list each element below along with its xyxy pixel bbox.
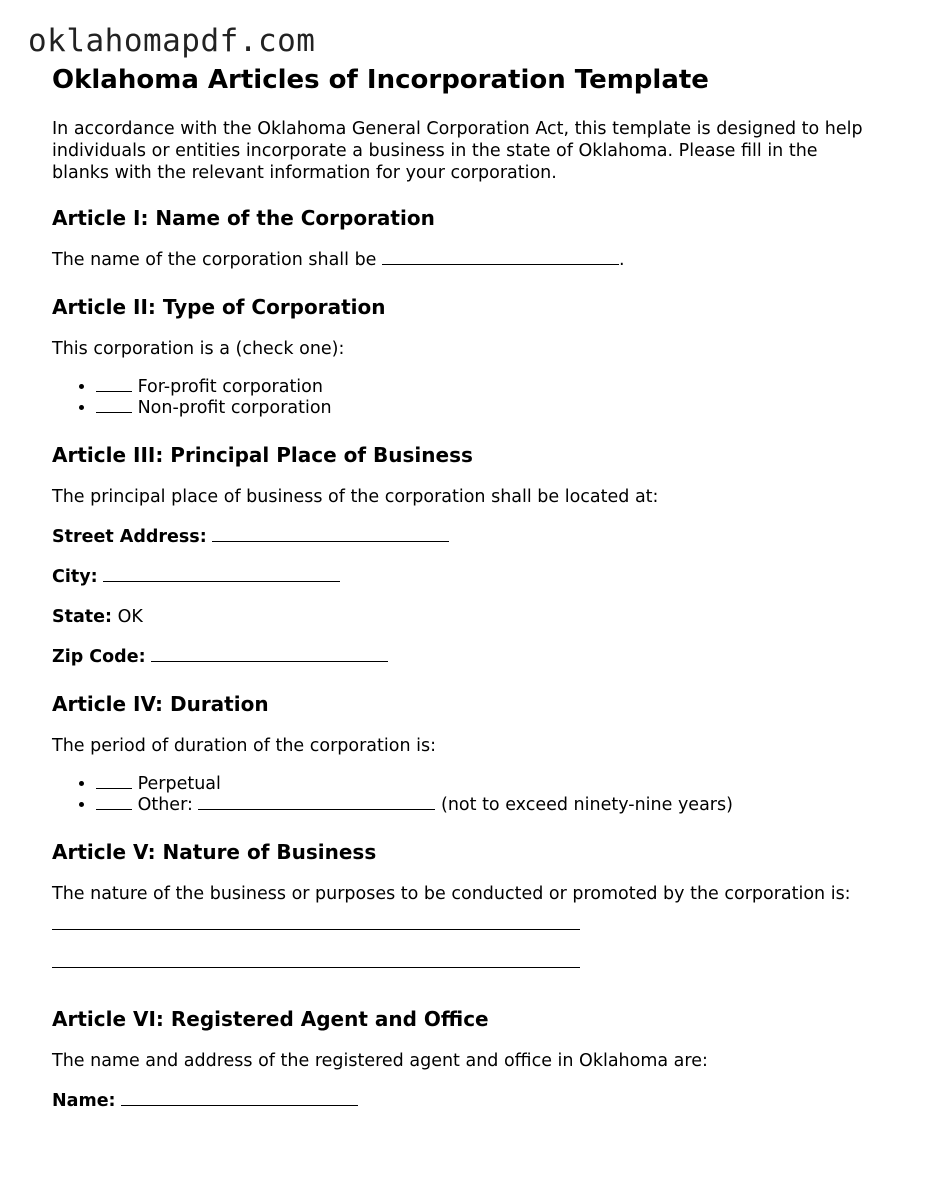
article-2-heading: Article II: Type of Corporation bbox=[52, 295, 386, 319]
other-duration-label: Other: bbox=[137, 795, 193, 815]
street-address-label: Street Address: bbox=[52, 527, 207, 547]
document-body bbox=[52, 62, 872, 1112]
state-value: OK bbox=[117, 607, 143, 627]
article-1-heading: Article I: Name of the Corporation bbox=[52, 206, 435, 230]
for-profit-checkbox[interactable] bbox=[96, 377, 132, 392]
non-profit-checkbox[interactable] bbox=[96, 398, 132, 413]
zip-code-field[interactable] bbox=[151, 647, 388, 662]
article-1-text bbox=[52, 249, 872, 271]
article-6-heading: Article VI: Registered Agent and Office bbox=[52, 1007, 489, 1031]
corporation-name-field[interactable] bbox=[382, 250, 619, 265]
duration-list bbox=[52, 774, 872, 816]
watermark: oklahomapdf.com bbox=[28, 23, 316, 59]
agent-name-field[interactable] bbox=[121, 1091, 358, 1106]
city-field[interactable] bbox=[103, 567, 340, 582]
article-3-heading: Article III: Principal Place of Business bbox=[52, 443, 473, 467]
street-address-row bbox=[52, 526, 872, 548]
agent-name-label: Name: bbox=[52, 1091, 116, 1111]
page-title: Oklahoma Articles of Incorporation Template bbox=[52, 65, 709, 95]
street-address-field[interactable] bbox=[212, 527, 449, 542]
non-profit-label: Non-profit corporation bbox=[137, 398, 332, 418]
other-duration-field[interactable] bbox=[198, 795, 435, 810]
nature-of-business-line-1[interactable] bbox=[52, 929, 872, 945]
article-4-heading: Article IV: Duration bbox=[52, 692, 269, 716]
other-duration-note: (not to exceed ninety-nine years) bbox=[441, 795, 733, 815]
article-2-text: This corporation is a (check one): bbox=[52, 339, 345, 359]
zip-code-label: Zip Code: bbox=[52, 647, 146, 667]
perpetual-label: Perpetual bbox=[137, 774, 221, 794]
article-3-text: The principal place of business of the corporation shall be located at: bbox=[52, 487, 659, 507]
perpetual-checkbox[interactable] bbox=[96, 774, 132, 789]
agent-name-row bbox=[52, 1090, 872, 1112]
list-item bbox=[96, 774, 872, 795]
state-label: State: bbox=[52, 607, 113, 627]
city-row bbox=[52, 566, 872, 588]
corporation-type-list bbox=[52, 377, 872, 419]
zip-code-row bbox=[52, 646, 872, 668]
article-5-text: The nature of the business or purposes to be conducted or promoted by the corporation is: bbox=[52, 884, 851, 904]
article-1-period: . bbox=[619, 250, 625, 270]
article-5-heading: Article V: Nature of Business bbox=[52, 840, 377, 864]
other-duration-checkbox[interactable] bbox=[96, 795, 132, 810]
article-4-text: The period of duration of the corporation is: bbox=[52, 736, 436, 756]
intro-paragraph: In accordance with the Oklahoma General Corporation Act, this template is designed to help individuals or entities incorporate a business in the state of Oklahoma. Please fill in the blanks with the relevant information for your corporation. bbox=[52, 119, 863, 183]
list-item bbox=[96, 377, 872, 398]
for-profit-label: For-profit corporation bbox=[137, 377, 323, 397]
article-6-text: The name and address of the registered agent and office in Oklahoma are: bbox=[52, 1051, 708, 1071]
list-item bbox=[96, 795, 872, 816]
city-label: City: bbox=[52, 567, 98, 587]
list-item bbox=[96, 398, 872, 419]
article-1-label: The name of the corporation shall be bbox=[52, 250, 377, 270]
state-row bbox=[52, 606, 872, 628]
nature-of-business-line-2[interactable] bbox=[52, 967, 872, 983]
